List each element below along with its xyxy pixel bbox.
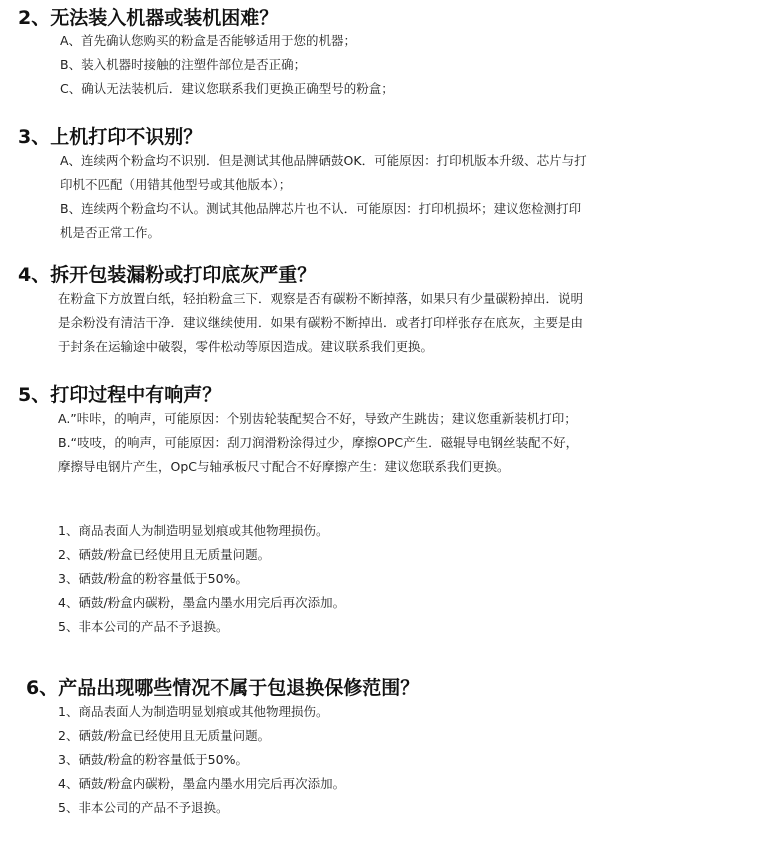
section-2 bbox=[0, 6, 757, 101]
section-3-heading: 3、上机打印不识别？ bbox=[18, 126, 203, 148]
section-4-line: 于封条在运输途中破裂，零件松动等原因造成。建议联系我们更换。 bbox=[58, 339, 434, 354]
section-5-line: A.”咔咔，的响声，可能原因：个别齿轮装配契合不好，导致产生跳齿；建议您重新装机打印； bbox=[58, 411, 577, 426]
section-6-heading: 6、产品出现哪些情况不属于包退换保修范围？ bbox=[26, 677, 420, 699]
list-item: 5、非本公司的产品不予退换。 bbox=[58, 619, 229, 634]
section-5-heading: 5、打印过程中有响声？ bbox=[18, 384, 222, 406]
section-4 bbox=[0, 263, 757, 359]
section-5-line: 摩擦导电钢片产生，OpC与轴承板尺寸配合不好摩擦产生：建议您联系我们更换。 bbox=[58, 459, 510, 474]
section-4-heading: 4、拆开包装漏粉或打印底灰严重？ bbox=[18, 264, 317, 286]
section-5-line: B.“吱吱，的响声，可能原因：刮刀润滑粉涂得过少，摩擦OPC产生．磁辊导电钢丝装配不好， bbox=[58, 435, 579, 450]
section-5 bbox=[0, 383, 757, 479]
section-2-line: B、装入机器时接触的注塑件部位是否正确； bbox=[60, 57, 307, 72]
list-item: 4、硒鼓/粉盒内碳粉，墨盒内墨水用完后再次添加。 bbox=[58, 776, 346, 791]
section-3-line: 印机不匹配（用错其他型号或其他版本）； bbox=[60, 177, 292, 192]
list-item: 1、商品表面人为制造明显划痕或其他物理损伤。 bbox=[58, 704, 329, 719]
list-item: 3、硒鼓/粉盒的粉容量低于50%。 bbox=[58, 571, 248, 586]
section-6 bbox=[0, 676, 757, 820]
section-3-line: A、连续两个粉盒均不识别．但是测试其他品牌硒鼓OK．可能原因：打印机版本升级、芯片与打 bbox=[60, 153, 587, 168]
list-item: 5、非本公司的产品不予退换。 bbox=[58, 800, 229, 815]
section-4-line: 是余粉没有清洁干净．建议继续使用．如果有碳粉不断掉出．或者打印样张存在底灰，主要是由 bbox=[58, 315, 584, 330]
list-item: 4、硒鼓/粉盒内碳粉，墨盒内墨水用完后再次添加。 bbox=[58, 595, 346, 610]
list-item: 3、硒鼓/粉盒的粉容量低于50%。 bbox=[58, 752, 248, 767]
section-3 bbox=[0, 125, 757, 245]
exclusion-list bbox=[0, 519, 757, 639]
section-2-heading: 2、无法装入机器或装机困难？ bbox=[18, 7, 279, 29]
section-4-line: 在粉盒下方放置白纸，轻拍粉盒三下．观察是否有碳粉不断掉落，如果只有少量碳粉掉出．说明 bbox=[58, 291, 584, 306]
list-item: 2、硒鼓/粉盒已经使用且无质量问题。 bbox=[58, 728, 271, 743]
section-2-line: A、首先确认您购买的粉盒是否能够适用于您的机器； bbox=[60, 33, 357, 48]
section-2-line: C、确认无法装机后．建议您联系我们更换正确型号的粉盒； bbox=[60, 81, 394, 96]
list-item: 2、硒鼓/粉盒已经使用且无质量问题。 bbox=[58, 547, 271, 562]
section-3-line: 机是否正常工作。 bbox=[60, 225, 161, 240]
section-3-line: B、连续两个粉盒均不认。测试其他品牌芯片也不认．可能原因：打印机损坏；建议您检测打印 bbox=[60, 201, 582, 216]
list-item: 1、商品表面人为制造明显划痕或其他物理损伤。 bbox=[58, 523, 329, 538]
